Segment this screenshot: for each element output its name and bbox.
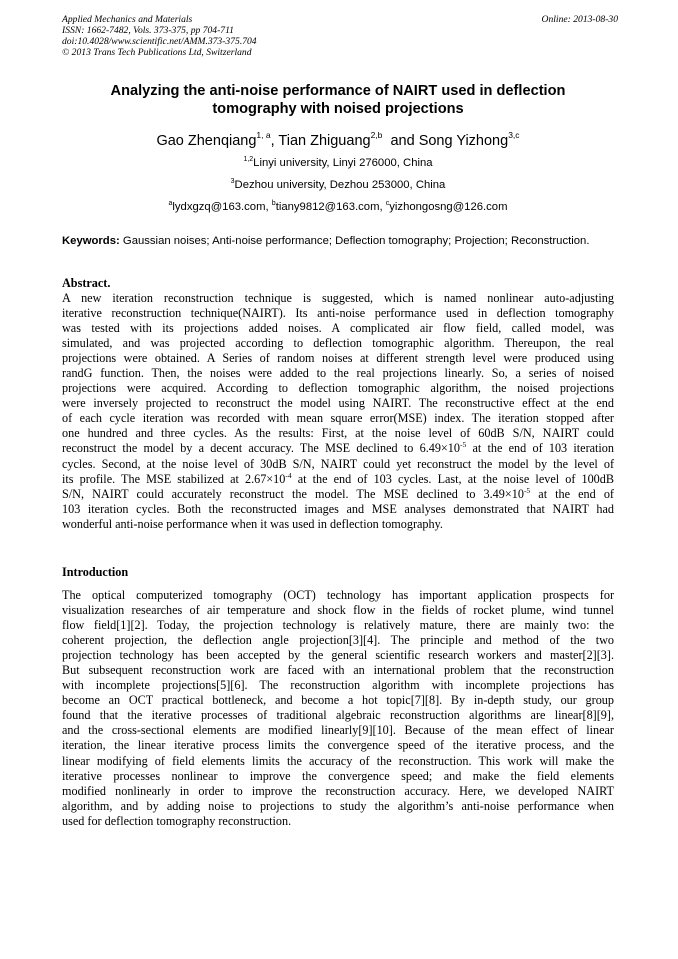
copyright-line: © 2013 Trans Tech Publications Ltd, Switzerland xyxy=(62,47,252,58)
doi-line: doi:10.4028/www.scientific.net/AMM.373-375.704 xyxy=(62,36,257,47)
abstract-line: cycles. Second, at the noise level of 30dB S/N, NAIRT could yet reconstruct the model by the level of xyxy=(62,456,614,471)
introduction-heading: Introduction xyxy=(62,565,129,579)
keywords-label: Keywords: xyxy=(62,235,120,247)
email-sup: c xyxy=(385,200,390,207)
intro-line: with incomplete projections[5][6]. The reconstruction algorithm with incomplete projections has xyxy=(62,678,614,693)
issn-line: ISSN: 1662-7482, Vols. 373-375, pp 704-711 xyxy=(62,25,234,36)
affiliation-sup: 3 xyxy=(230,178,235,185)
affiliation-text: Linyi university, Linyi 276000, China xyxy=(253,157,433,169)
abstract-text: at the end of xyxy=(530,486,614,501)
exponent: -4 xyxy=(285,470,292,480)
abstract-line: 103 iteration cycles. Both the reconstructed images and MSE analyses demonstrated that NAIRT had xyxy=(62,501,614,516)
intro-line: and the cross-sectional elements are modified linearly[9][10]. Because of the mean effect of linear xyxy=(62,723,614,738)
abstract-line: randG function. Then, the noises were added to the real projections linearly. So, a series of noised xyxy=(62,366,614,381)
affiliation-sup: 1,2 xyxy=(243,156,254,163)
abstract-text: reconstruct the model by a decent accuracy. The MSE declined to 6.49×10 xyxy=(62,441,460,456)
abstract-line xyxy=(62,472,614,487)
abstract-text: S/N, NAIRT could accurately reconstruct the model. The MSE declined to 3.49×10 xyxy=(62,486,524,501)
abstract-line: of each cycle iteration was recorded with mean square error(MSE) index. The iteration stopped after xyxy=(62,411,614,426)
intro-line: algorithm, and by adding noise to projections to study the algorithm’s anti-noise performance when xyxy=(62,798,614,813)
author-name: Song Yizhong xyxy=(418,133,509,149)
email-a: lydxgzq@163.com, xyxy=(172,201,272,213)
exponent: -5 xyxy=(523,485,531,495)
abstract-line: simulated, and was projected according to deflection tomographic algorithm. Thereupon, the real xyxy=(62,336,614,351)
intro-line: modified nonlinearly in order to improve the reconstruction accuracy. Here, we developed NAIRT xyxy=(62,783,614,798)
author-sep: , xyxy=(270,133,279,149)
online-date: Online: 2013-08-30 xyxy=(541,14,618,25)
abstract-line: projections were obtained. A Series of random noises at different strength level were produced using xyxy=(62,351,614,366)
exponent: -5 xyxy=(460,440,467,450)
keywords-block xyxy=(62,234,614,249)
author-sep: and xyxy=(382,133,419,149)
email-sup: a xyxy=(168,200,173,207)
abstract-line xyxy=(62,487,614,502)
abstract-heading: Abstract. xyxy=(62,276,111,290)
affiliation-text: Dezhou university, Dezhou 253000, China xyxy=(234,179,446,191)
keywords-text: Gaussian noises; Anti-noise performance; Deflection tomography; Projection; Reconstruction. xyxy=(119,235,590,247)
abstract-line: wonderful anti-noise performance when it was used in deflection tomography. xyxy=(62,516,443,531)
email-sup: b xyxy=(271,200,276,207)
abstract-line: one hundred and three cycles. As the results: First, at the noise level of 60dB S/N, NAIRT could xyxy=(62,426,614,441)
abstract-line: A new iteration reconstruction technique is suggested, which is named nonlinear auto-adjusting xyxy=(62,291,614,305)
affiliation-2 xyxy=(62,178,614,191)
affiliation-1 xyxy=(62,156,614,169)
intro-line: become an OCT practical bottleneck, and become a hot topic[7][8]. By in-depth study, our group xyxy=(62,693,614,708)
title-line: tomography with noised projections xyxy=(212,101,464,117)
intro-line: iteration, the linear iterative process limits the convergence speed of the iterative process, and the xyxy=(62,738,614,753)
journal-name: Applied Mechanics and Materials xyxy=(62,14,193,25)
author-sup: 2,b xyxy=(370,130,383,140)
email-b: tiany9812@163.com, xyxy=(275,201,386,213)
introduction-body xyxy=(62,588,614,829)
intro-line: But subsequent reconstruction work are faced with an international problem that the reconstruction xyxy=(62,663,614,678)
author-list xyxy=(62,130,614,149)
email-c: yizhongosng@126.com xyxy=(389,201,508,213)
intro-line: coherent projection, the deflection angle projection[3][4]. The principle and method of the two xyxy=(62,633,614,648)
abstract-line: iterative reconstruction technique(NAIRT). Its anti-noise performance used in deflection tomography xyxy=(62,306,614,321)
intro-line: iterative processes nonlinear to improve the convergence speed; and make the field elements xyxy=(62,768,614,783)
intro-line: flow field[1][2]. Today, the projection technology is relatively mature, there are mainly two: the xyxy=(62,618,614,633)
intro-line: found that the iterative processes of traditional algebraic reconstruction algorithms are linear[8][9], xyxy=(62,708,614,723)
abstract-body xyxy=(62,291,614,532)
abstract-line: was tested with its projections added noises. A complicated air flow field, called model, was xyxy=(62,321,614,336)
intro-line: linear modifying of field elements limits the accuracy of the reconstruction. This work will make the xyxy=(62,753,614,768)
abstract-text: at the end of 103 iteration xyxy=(466,441,614,456)
author-sup: 3,c xyxy=(508,130,520,140)
author-name: Tian Zhiguang xyxy=(278,133,371,149)
abstract-text: its profile. The MSE stabilized at 2.67×10 xyxy=(62,471,286,486)
intro-line: The optical computerized tomography (OCT) technology has important application prospects for xyxy=(62,588,614,602)
intro-line: visualization researches of air temperature and shock flow in the fields of rocket plume, wind tunnel xyxy=(62,603,614,618)
author-name: Gao Zhenqiang xyxy=(156,133,257,149)
paper-title xyxy=(62,82,614,118)
journal-header xyxy=(62,14,618,58)
title-line: Analyzing the anti-noise performance of NAIRT used in deflection xyxy=(110,83,566,99)
intro-line: used for deflection tomography reconstruction. xyxy=(62,813,292,828)
abstract-text: at the end of 103 cycles. Last, at the noise level of 100dB xyxy=(291,471,614,486)
abstract-line xyxy=(62,441,614,456)
intro-line: projection technology has been accepted by the general scientific research workers and master[2][3]. xyxy=(62,648,614,663)
abstract-line: were inversely projected to reconstruct the model using NAIRT. The reconstructive effect at the end xyxy=(62,396,614,411)
author-sup: 1, a xyxy=(256,130,271,140)
email-line xyxy=(62,200,614,213)
abstract-line: projections were acquired. According to deflection tomographic algorithm, the noised projections xyxy=(62,381,614,396)
